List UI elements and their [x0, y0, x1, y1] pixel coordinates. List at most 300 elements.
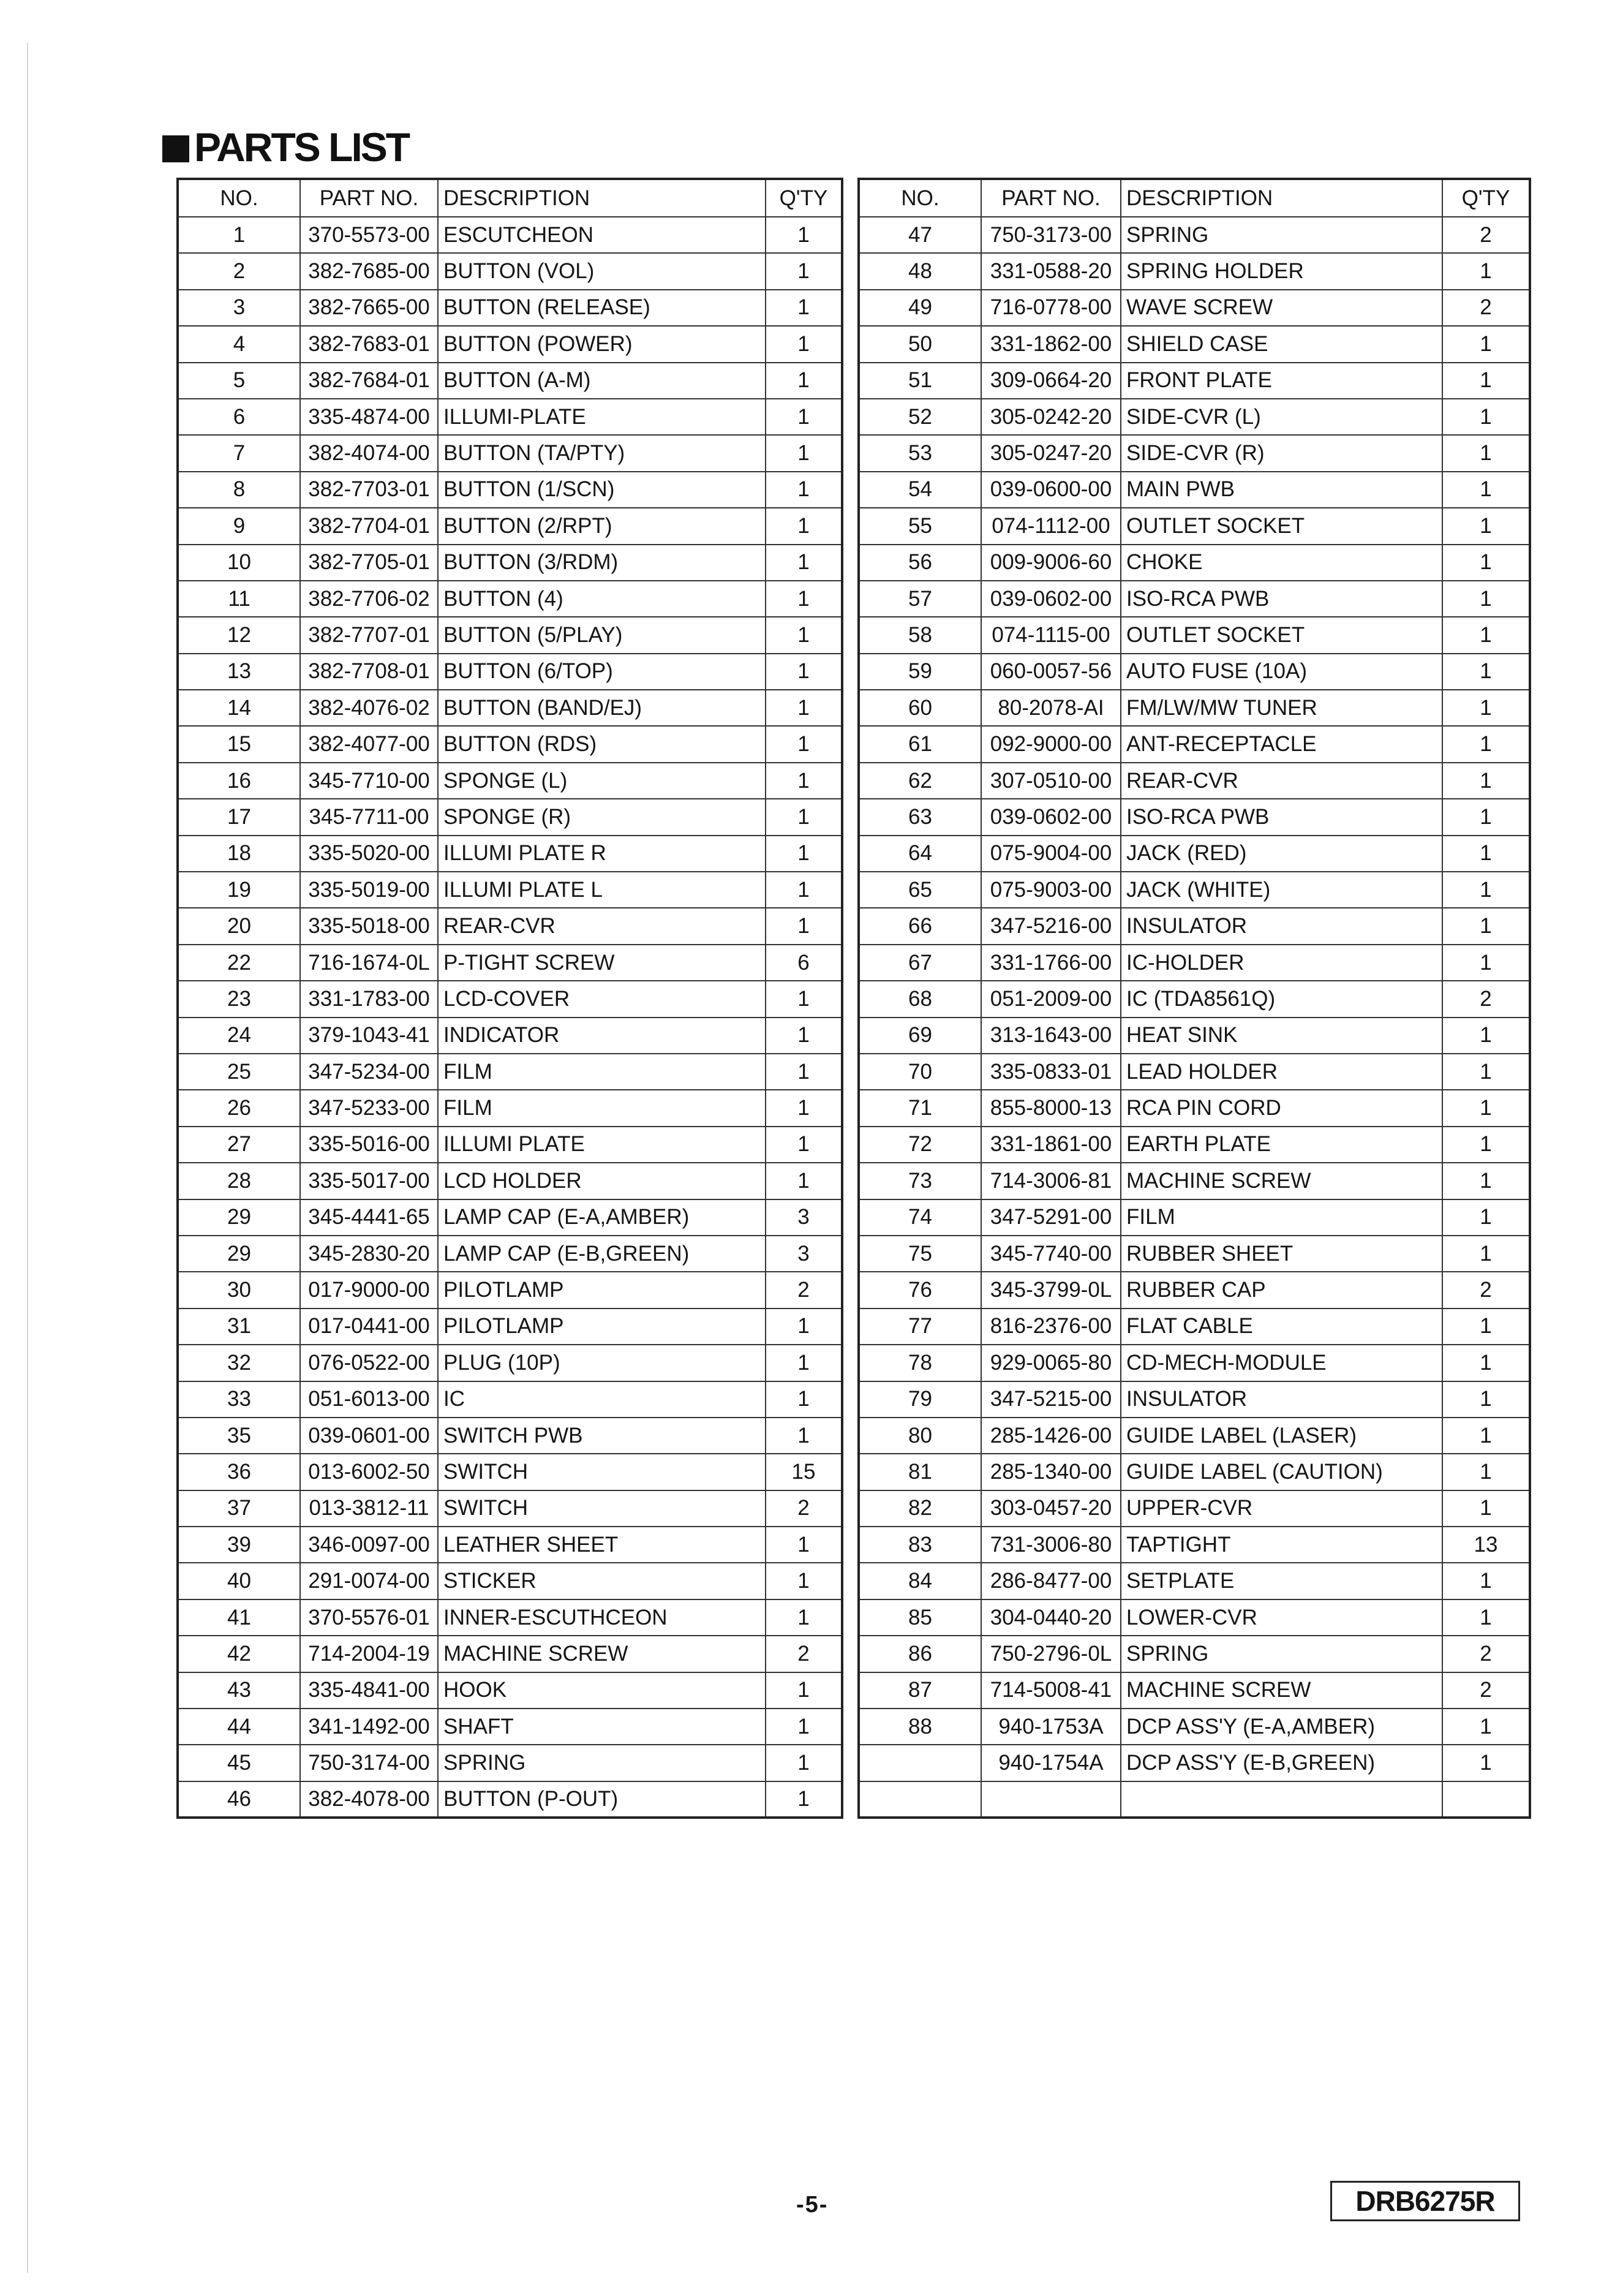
cell-part-no: 051-6013-00 — [300, 1381, 438, 1418]
table-row — [859, 363, 1530, 399]
cell-no: 60 — [859, 690, 981, 726]
cell-description: ISO-RCA PWB — [1121, 581, 1442, 617]
table-row — [178, 654, 842, 690]
cell-qty: 2 — [766, 1272, 842, 1308]
cell-qty: 1 — [766, 326, 842, 362]
cell-description: BUTTON (5/PLAY) — [438, 617, 766, 653]
header-part-no: PART NO. — [981, 179, 1121, 217]
cell-qty: 1 — [766, 1599, 842, 1636]
cell-description: BUTTON (VOL) — [438, 253, 766, 289]
cell-no: 24 — [178, 1018, 300, 1054]
table-row — [859, 1636, 1530, 1672]
cell-qty: 1 — [766, 435, 842, 471]
cell-qty: 2 — [1442, 981, 1530, 1017]
cell-qty: 1 — [766, 981, 842, 1017]
table-header-row — [859, 179, 1530, 217]
table-row — [178, 1090, 842, 1126]
cell-qty: 1 — [1442, 1090, 1530, 1126]
cell-part-no: 341-1492-00 — [300, 1709, 438, 1745]
table-row — [178, 399, 842, 435]
cell-qty: 2 — [1442, 1672, 1530, 1709]
cell-part-no: 345-7710-00 — [300, 763, 438, 799]
cell-part-no: 345-7711-00 — [300, 799, 438, 835]
cell-qty: 1 — [1442, 1018, 1530, 1054]
cell-no: 28 — [178, 1163, 300, 1199]
cell-qty: 1 — [766, 472, 842, 508]
cell-qty: 1 — [766, 1163, 842, 1199]
cell-description: OUTLET SOCKET — [1121, 617, 1442, 653]
table-row — [178, 872, 842, 908]
header-no: NO. — [859, 179, 981, 217]
cell-no: 35 — [178, 1418, 300, 1454]
table-row — [859, 508, 1530, 544]
cell-description: SWITCH — [438, 1490, 766, 1527]
table-row — [859, 1199, 1530, 1236]
cell-qty: 1 — [1442, 1308, 1530, 1345]
cell-description: FM/LW/MW TUNER — [1121, 690, 1442, 726]
model-number-box: DRB6275R — [1330, 2181, 1520, 2221]
cell-description: REAR-CVR — [1121, 763, 1442, 799]
table-row — [859, 1272, 1530, 1308]
cell-no: 86 — [859, 1636, 981, 1672]
cell-description: BUTTON (RELEASE) — [438, 290, 766, 326]
table-row — [859, 1745, 1530, 1781]
cell-part-no: 714-5008-41 — [981, 1672, 1121, 1709]
cell-part-no: 305-0242-20 — [981, 399, 1121, 435]
table-row — [178, 1272, 842, 1308]
cell-no: 1 — [178, 217, 300, 253]
cell-no: 68 — [859, 981, 981, 1017]
cell-no: 50 — [859, 326, 981, 362]
cell-part-no: 335-5016-00 — [300, 1127, 438, 1163]
table-row — [178, 1745, 842, 1781]
page-title — [162, 119, 409, 175]
cell-part-no: 335-5020-00 — [300, 836, 438, 872]
cell-no: 52 — [859, 399, 981, 435]
cell-part-no: 370-5573-00 — [300, 217, 438, 253]
cell-no: 74 — [859, 1199, 981, 1236]
cell-no: 15 — [178, 726, 300, 762]
cell-description: RUBBER SHEET — [1121, 1236, 1442, 1272]
cell-description: TAPTIGHT — [1121, 1527, 1442, 1563]
cell-no: 64 — [859, 836, 981, 872]
cell-no: 85 — [859, 1599, 981, 1636]
cell-qty: 2 — [1442, 290, 1530, 326]
cell-no: 44 — [178, 1709, 300, 1745]
cell-part-no: 345-4441-65 — [300, 1199, 438, 1236]
table-row — [859, 726, 1530, 762]
cell-qty: 1 — [1442, 435, 1530, 471]
table-row — [178, 690, 842, 726]
cell-no: 37 — [178, 1490, 300, 1527]
table-row — [859, 690, 1530, 726]
table-row — [178, 1672, 842, 1709]
cell-qty: 1 — [766, 690, 842, 726]
cell-description: UPPER-CVR — [1121, 1490, 1442, 1527]
cell-part-no: 074-1115-00 — [981, 617, 1121, 653]
cell-qty: 2 — [1442, 217, 1530, 253]
cell-description: BUTTON (TA/PTY) — [438, 435, 766, 471]
table-row — [178, 1709, 842, 1745]
cell-no: 87 — [859, 1672, 981, 1709]
cell-no: 73 — [859, 1163, 981, 1199]
table-row — [859, 1018, 1530, 1054]
cell-part-no: 714-2004-19 — [300, 1636, 438, 1672]
cell-description: WAVE SCREW — [1121, 290, 1442, 326]
cell-no: 56 — [859, 545, 981, 581]
table-row — [859, 1454, 1530, 1490]
table-row — [178, 253, 842, 289]
cell-part-no — [981, 1781, 1121, 1818]
cell-no: 12 — [178, 617, 300, 653]
table-row — [859, 836, 1530, 872]
cell-qty: 1 — [766, 872, 842, 908]
cell-part-no: 370-5576-01 — [300, 1599, 438, 1636]
cell-qty: 1 — [1442, 1054, 1530, 1090]
cell-description: FLAT CABLE — [1121, 1308, 1442, 1345]
cell-description: BUTTON (POWER) — [438, 326, 766, 362]
table-header-row — [178, 179, 842, 217]
table-row — [859, 654, 1530, 690]
cell-qty: 1 — [766, 654, 842, 690]
cell-qty: 1 — [1442, 654, 1530, 690]
cell-no: 43 — [178, 1672, 300, 1709]
cell-qty: 1 — [1442, 1163, 1530, 1199]
cell-part-no: 331-1783-00 — [300, 981, 438, 1017]
cell-description: SHAFT — [438, 1709, 766, 1745]
cell-part-no: 855-8000-13 — [981, 1090, 1121, 1126]
cell-description: INNER-ESCUTHCEON — [438, 1599, 766, 1636]
cell-qty: 1 — [1442, 1236, 1530, 1272]
cell-part-no: 750-3174-00 — [300, 1745, 438, 1781]
cell-description: ILLUMI PLATE — [438, 1127, 766, 1163]
cell-description: FILM — [1121, 1199, 1442, 1236]
cell-description: CHOKE — [1121, 545, 1442, 581]
cell-part-no: 80-2078-AI — [981, 690, 1121, 726]
table-row — [178, 1418, 842, 1454]
cell-no: 31 — [178, 1308, 300, 1345]
cell-qty: 1 — [1442, 908, 1530, 944]
parts-table-left — [176, 178, 843, 1819]
cell-description: SPRING HOLDER — [1121, 253, 1442, 289]
cell-no: 41 — [178, 1599, 300, 1636]
cell-part-no: 304-0440-20 — [981, 1599, 1121, 1636]
cell-no: 63 — [859, 799, 981, 835]
cell-no: 32 — [178, 1345, 300, 1381]
cell-description: INSULATOR — [1121, 908, 1442, 944]
cell-no: 45 — [178, 1745, 300, 1781]
cell-no: 25 — [178, 1054, 300, 1090]
cell-qty: 1 — [1442, 617, 1530, 653]
cell-part-no: 345-2830-20 — [300, 1236, 438, 1272]
cell-qty: 1 — [1442, 326, 1530, 362]
cell-no: 10 — [178, 545, 300, 581]
cell-no: 6 — [178, 399, 300, 435]
cell-no: 5 — [178, 363, 300, 399]
cell-part-no: 017-9000-00 — [300, 1272, 438, 1308]
cell-description: IC (TDA8561Q) — [1121, 981, 1442, 1017]
cell-no: 81 — [859, 1454, 981, 1490]
cell-no: 13 — [178, 654, 300, 690]
cell-part-no: 382-7685-00 — [300, 253, 438, 289]
cell-description: IC-HOLDER — [1121, 945, 1442, 981]
cell-part-no: 347-5291-00 — [981, 1199, 1121, 1236]
cell-no: 57 — [859, 581, 981, 617]
table-row — [859, 1781, 1530, 1818]
cell-part-no: 331-1862-00 — [981, 326, 1121, 362]
table-row — [178, 1527, 842, 1563]
cell-part-no: 716-1674-0L — [300, 945, 438, 981]
cell-no: 22 — [178, 945, 300, 981]
cell-no: 58 — [859, 617, 981, 653]
table-row — [178, 908, 842, 944]
cell-qty: 2 — [1442, 1636, 1530, 1672]
cell-qty: 1 — [766, 545, 842, 581]
cell-part-no: 346-0097-00 — [300, 1527, 438, 1563]
table-row — [859, 1236, 1530, 1272]
cell-qty: 1 — [766, 253, 842, 289]
table-row — [859, 1090, 1530, 1126]
cell-part-no: 335-0833-01 — [981, 1054, 1121, 1090]
cell-no: 29 — [178, 1199, 300, 1236]
header-part-no: PART NO. — [300, 179, 438, 217]
cell-part-no: 382-7683-01 — [300, 326, 438, 362]
table-row — [859, 290, 1530, 326]
cell-no: 78 — [859, 1345, 981, 1381]
cell-qty: 1 — [766, 763, 842, 799]
cell-description: EARTH PLATE — [1121, 1127, 1442, 1163]
cell-description: MACHINE SCREW — [438, 1636, 766, 1672]
cell-no: 82 — [859, 1490, 981, 1527]
table-row — [859, 1163, 1530, 1199]
cell-part-no: 286-8477-00 — [981, 1563, 1121, 1599]
cell-description: BUTTON (1/SCN) — [438, 472, 766, 508]
cell-no: 88 — [859, 1709, 981, 1745]
cell-qty: 1 — [766, 1781, 842, 1818]
cell-qty: 1 — [766, 799, 842, 835]
cell-qty: 1 — [1442, 545, 1530, 581]
cell-part-no: 335-5017-00 — [300, 1163, 438, 1199]
cell-part-no: 075-9004-00 — [981, 836, 1121, 872]
cell-description: STICKER — [438, 1563, 766, 1599]
cell-description: BUTTON (2/RPT) — [438, 508, 766, 544]
cell-no: 67 — [859, 945, 981, 981]
table-row — [178, 617, 842, 653]
cell-no: 47 — [859, 217, 981, 253]
cell-part-no: 347-5216-00 — [981, 908, 1121, 944]
cell-description: SPONGE (R) — [438, 799, 766, 835]
cell-description: LAMP CAP (E-B,GREEN) — [438, 1236, 766, 1272]
parts-table-right — [857, 178, 1531, 1819]
cell-description: RCA PIN CORD — [1121, 1090, 1442, 1126]
cell-part-no: 291-0074-00 — [300, 1563, 438, 1599]
cell-no: 49 — [859, 290, 981, 326]
header-description: DESCRIPTION — [438, 179, 766, 217]
cell-no: 33 — [178, 1381, 300, 1418]
cell-qty: 1 — [1442, 1418, 1530, 1454]
cell-no: 70 — [859, 1054, 981, 1090]
cell-qty: 1 — [1442, 399, 1530, 435]
cell-qty: 1 — [766, 399, 842, 435]
table-row — [859, 799, 1530, 835]
cell-no: 46 — [178, 1781, 300, 1818]
cell-part-no: 335-5019-00 — [300, 872, 438, 908]
cell-no: 36 — [178, 1454, 300, 1490]
cell-part-no: 750-3173-00 — [981, 217, 1121, 253]
cell-part-no: 331-0588-20 — [981, 253, 1121, 289]
cell-description: SPRING — [1121, 1636, 1442, 1672]
cell-description: MACHINE SCREW — [1121, 1163, 1442, 1199]
cell-description: SPRING — [438, 1745, 766, 1781]
cell-part-no: 382-4076-02 — [300, 690, 438, 726]
cell-description: SPRING — [1121, 217, 1442, 253]
cell-qty: 1 — [766, 1381, 842, 1418]
cell-part-no: 335-4841-00 — [300, 1672, 438, 1709]
cell-qty: 1 — [1442, 763, 1530, 799]
cell-part-no: 345-3799-0L — [981, 1272, 1121, 1308]
cell-qty: 15 — [766, 1454, 842, 1490]
bullet-square-icon — [162, 135, 189, 162]
cell-description: ISO-RCA PWB — [1121, 799, 1442, 835]
cell-no: 79 — [859, 1381, 981, 1418]
cell-description: P-TIGHT SCREW — [438, 945, 766, 981]
cell-qty: 1 — [766, 1418, 842, 1454]
cell-part-no: 382-7706-02 — [300, 581, 438, 617]
cell-part-no: 285-1340-00 — [981, 1454, 1121, 1490]
cell-qty: 1 — [1442, 836, 1530, 872]
cell-no — [859, 1745, 981, 1781]
cell-part-no: 060-0057-56 — [981, 654, 1121, 690]
cell-no: 54 — [859, 472, 981, 508]
table-row — [178, 1454, 842, 1490]
table-row — [178, 1563, 842, 1599]
cell-no: 53 — [859, 435, 981, 471]
cell-description: SIDE-CVR (L) — [1121, 399, 1442, 435]
cell-part-no: 013-6002-50 — [300, 1454, 438, 1490]
cell-no: 77 — [859, 1308, 981, 1345]
cell-part-no: 305-0247-20 — [981, 435, 1121, 471]
table-row — [178, 836, 842, 872]
cell-qty: 13 — [1442, 1527, 1530, 1563]
cell-part-no: 331-1861-00 — [981, 1127, 1121, 1163]
cell-description: SWITCH — [438, 1454, 766, 1490]
cell-part-no: 382-7705-01 — [300, 545, 438, 581]
table-row — [859, 253, 1530, 289]
table-row — [178, 981, 842, 1017]
cell-description: GUIDE LABEL (CAUTION) — [1121, 1454, 1442, 1490]
cell-qty: 1 — [766, 1127, 842, 1163]
cell-qty: 1 — [766, 1345, 842, 1381]
cell-description: DCP ASS'Y (E-B,GREEN) — [1121, 1745, 1442, 1781]
table-row — [859, 945, 1530, 981]
table-row — [859, 1599, 1530, 1636]
cell-part-no: 345-7740-00 — [981, 1236, 1121, 1272]
cell-description: INSULATOR — [1121, 1381, 1442, 1418]
cell-part-no: 347-5234-00 — [300, 1054, 438, 1090]
table-row — [178, 217, 842, 253]
table-row — [859, 472, 1530, 508]
cell-no: 75 — [859, 1236, 981, 1272]
cell-part-no: 382-7703-01 — [300, 472, 438, 508]
cell-part-no: 039-0601-00 — [300, 1418, 438, 1454]
cell-no: 2 — [178, 253, 300, 289]
cell-description: DCP ASS'Y (E-A,AMBER) — [1121, 1709, 1442, 1745]
cell-no: 42 — [178, 1636, 300, 1672]
cell-description: SWITCH PWB — [438, 1418, 766, 1454]
cell-part-no: 309-0664-20 — [981, 363, 1121, 399]
table-row — [178, 545, 842, 581]
cell-qty: 1 — [766, 1054, 842, 1090]
cell-no: 51 — [859, 363, 981, 399]
cell-description: MAIN PWB — [1121, 472, 1442, 508]
cell-description: BUTTON (A-M) — [438, 363, 766, 399]
cell-no: 26 — [178, 1090, 300, 1126]
cell-part-no: 335-5018-00 — [300, 908, 438, 944]
table-row — [859, 1490, 1530, 1527]
cell-description: IC — [438, 1381, 766, 1418]
cell-description: ANT-RECEPTACLE — [1121, 726, 1442, 762]
cell-description: LEAD HOLDER — [1121, 1054, 1442, 1090]
cell-qty: 1 — [1442, 1127, 1530, 1163]
cell-no: 69 — [859, 1018, 981, 1054]
cell-description: HEAT SINK — [1121, 1018, 1442, 1054]
table-row — [178, 1127, 842, 1163]
cell-part-no: 382-7665-00 — [300, 290, 438, 326]
header-description: DESCRIPTION — [1121, 179, 1442, 217]
table-row — [178, 1163, 842, 1199]
cell-description: FRONT PLATE — [1121, 363, 1442, 399]
cell-qty: 3 — [766, 1199, 842, 1236]
table-row — [859, 1709, 1530, 1745]
cell-no: 59 — [859, 654, 981, 690]
cell-description: BUTTON (6/TOP) — [438, 654, 766, 690]
cell-qty: 1 — [766, 1745, 842, 1781]
cell-no: 66 — [859, 908, 981, 944]
cell-no: 14 — [178, 690, 300, 726]
cell-no: 76 — [859, 1272, 981, 1308]
cell-qty: 1 — [766, 1709, 842, 1745]
cell-description: INDICATOR — [438, 1018, 766, 1054]
table-row — [859, 1127, 1530, 1163]
cell-no: 84 — [859, 1563, 981, 1599]
cell-description: SIDE-CVR (R) — [1121, 435, 1442, 471]
cell-qty: 1 — [766, 363, 842, 399]
cell-description: CD-MECH-MODULE — [1121, 1345, 1442, 1381]
cell-no: 48 — [859, 253, 981, 289]
cell-part-no: 051-2009-00 — [981, 981, 1121, 1017]
table-row — [859, 617, 1530, 653]
cell-qty — [1442, 1781, 1530, 1818]
cell-part-no: 307-0510-00 — [981, 763, 1121, 799]
cell-no: 39 — [178, 1527, 300, 1563]
cell-description: SPONGE (L) — [438, 763, 766, 799]
cell-description: GUIDE LABEL (LASER) — [1121, 1418, 1442, 1454]
cell-no: 3 — [178, 290, 300, 326]
cell-description: LOWER-CVR — [1121, 1599, 1442, 1636]
cell-part-no: 076-0522-00 — [300, 1345, 438, 1381]
table-row — [178, 1490, 842, 1527]
cell-qty: 1 — [766, 1090, 842, 1126]
cell-qty: 1 — [1442, 1454, 1530, 1490]
cell-description: LCD HOLDER — [438, 1163, 766, 1199]
cell-no: 19 — [178, 872, 300, 908]
cell-part-no: 382-4074-00 — [300, 435, 438, 471]
table-row — [859, 1345, 1530, 1381]
cell-part-no: 382-7708-01 — [300, 654, 438, 690]
cell-description: RUBBER CAP — [1121, 1272, 1442, 1308]
cell-qty: 3 — [766, 1236, 842, 1272]
cell-no: 8 — [178, 472, 300, 508]
